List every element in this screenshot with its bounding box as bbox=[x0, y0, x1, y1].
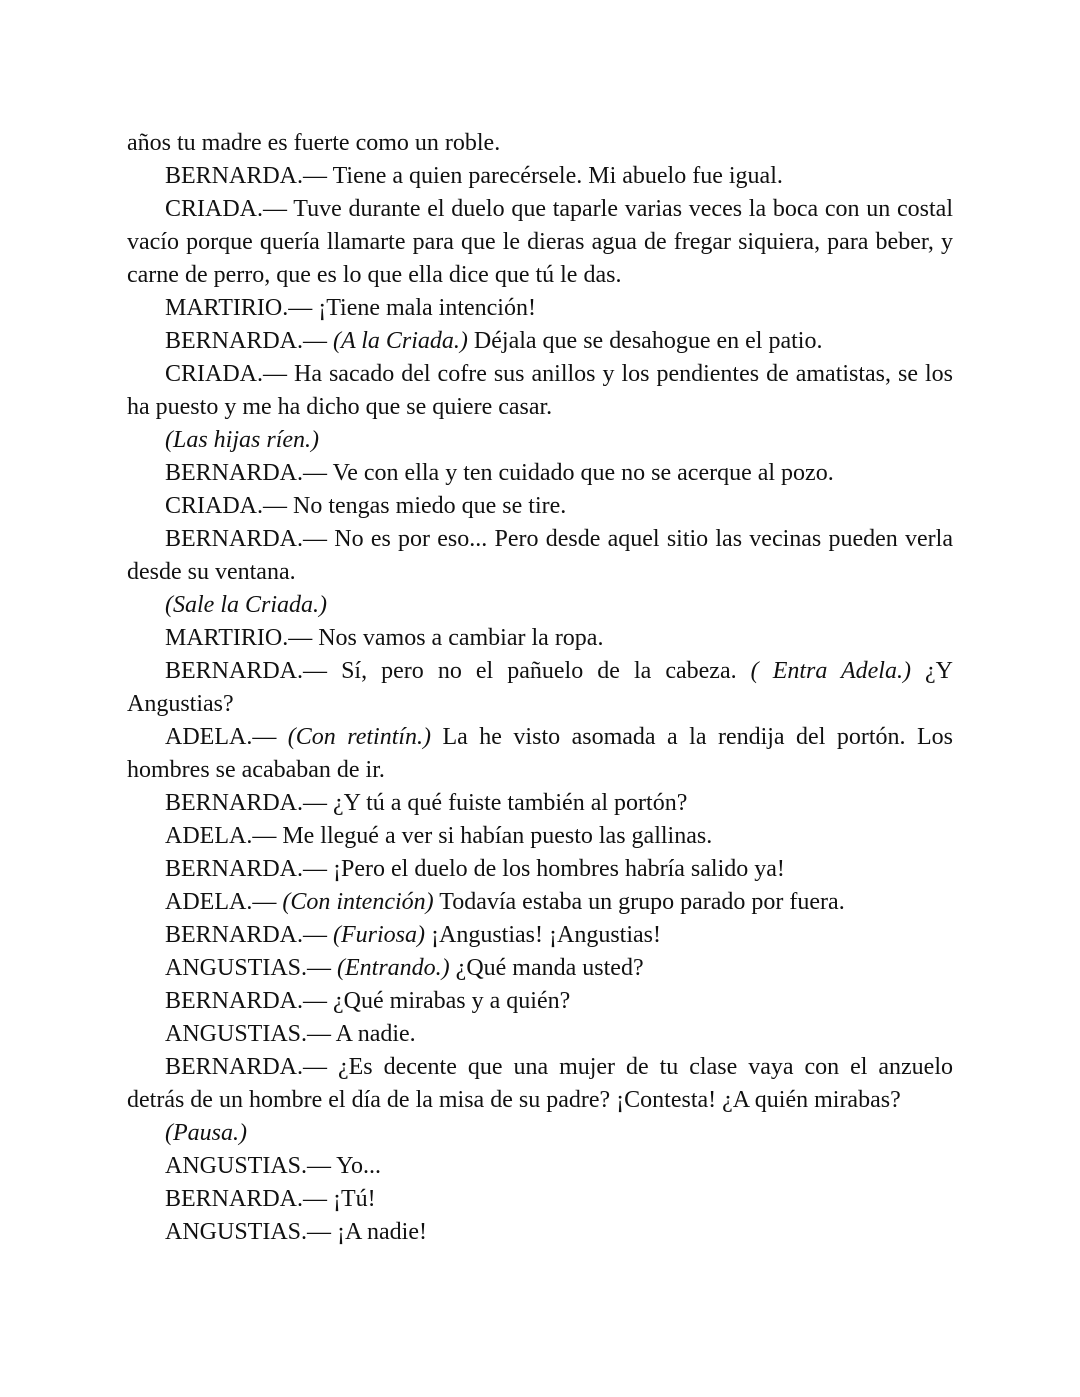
paragraph bbox=[127, 820, 953, 853]
dialogue-text: BERNARDA.— bbox=[165, 328, 334, 354]
paragraph bbox=[127, 424, 953, 457]
dialogue-text: ADELA.— bbox=[165, 724, 288, 750]
play-text-body bbox=[127, 127, 953, 1249]
paragraph bbox=[127, 127, 953, 160]
dialogue-text: BERNARDA.— No es por eso... Pero desde aquel sitio las vecinas pueden verla desde su ventana. bbox=[127, 526, 953, 585]
dialogue-text: ¡Angustias! ¡Angustias! bbox=[425, 922, 661, 948]
dialogue-text: BERNARDA.— ¿Y tú a qué fuiste también al portón? bbox=[165, 790, 688, 816]
dialogue-text: BERNARDA.— ¡Pero el duelo de los hombres habría salido ya! bbox=[165, 856, 785, 882]
dialogue-text: ADELA.— Me llegué a ver si habían puesto las gallinas. bbox=[165, 823, 713, 849]
dialogue-text: CRIADA.— Ha sacado del cofre sus anillos y los pendientes de amatistas, se los ha puesto y me ha dicho que se quiere casar. bbox=[127, 361, 953, 420]
dialogue-text: ANGUSTIAS.— ¡A nadie! bbox=[165, 1219, 427, 1245]
dialogue-text: años tu madre es fuerte como un roble. bbox=[127, 130, 501, 156]
paragraph bbox=[127, 160, 953, 193]
stage-direction: (A la Criada.) bbox=[333, 328, 468, 354]
paragraph bbox=[127, 490, 953, 523]
stage-direction: (Furiosa) bbox=[333, 922, 426, 948]
paragraph bbox=[127, 523, 953, 589]
dialogue-text: ANGUSTIAS.— A nadie. bbox=[165, 1021, 416, 1047]
stage-direction: (Sale la Criada.) bbox=[165, 592, 327, 618]
dialogue-text: ANGUSTIAS.— bbox=[165, 955, 338, 981]
paragraph bbox=[127, 193, 953, 292]
dialogue-text: CRIADA.— No tengas miedo que se tire. bbox=[165, 493, 567, 519]
dialogue-text: ¿Qué manda usted? bbox=[449, 955, 644, 981]
dialogue-text: Todavía estaba un grupo parado por fuera. bbox=[433, 889, 845, 915]
paragraph bbox=[127, 886, 953, 919]
paragraph bbox=[127, 655, 953, 721]
dialogue-text: MARTIRIO.— ¡Tiene mala intención! bbox=[165, 295, 536, 321]
dialogue-text: ANGUSTIAS.— Yo... bbox=[165, 1153, 382, 1179]
dialogue-text: BERNARDA.— ¡Tú! bbox=[165, 1186, 376, 1212]
stage-direction: (Las hijas ríen.) bbox=[165, 427, 320, 453]
paragraph bbox=[127, 952, 953, 985]
stage-direction: (Con intención) bbox=[282, 889, 434, 915]
paragraph bbox=[127, 1117, 953, 1150]
dialogue-text: ADELA.— bbox=[165, 889, 283, 915]
paragraph bbox=[127, 787, 953, 820]
stage-direction: ( Entra Adela.) bbox=[750, 658, 911, 684]
paragraph bbox=[127, 622, 953, 655]
paragraph bbox=[127, 721, 953, 787]
dialogue-text: MARTIRIO.— Nos vamos a cambiar la ropa. bbox=[165, 625, 604, 651]
dialogue-text: La he visto asomada a la rendija del portón. Los hombres se acababan de ir. bbox=[127, 724, 953, 783]
dialogue-text: BERNARDA.— Sí, pero no el pañuelo de la cabeza. bbox=[165, 658, 751, 684]
paragraph bbox=[127, 853, 953, 886]
dialogue-text: BERNARDA.— Tiene a quien parecérsele. Mi abuelo fue igual. bbox=[165, 163, 783, 189]
dialogue-text: BERNARDA.— bbox=[165, 922, 334, 948]
dialogue-text: CRIADA.— Tuve durante el duelo que taparle varias veces la boca con un costal vacío porque quería llamarte para que le dieras agua de fregar siquiera, para beber, y carne de perro, que es lo que ella dice que tú le das. bbox=[127, 196, 953, 288]
paragraph bbox=[127, 358, 953, 424]
paragraph bbox=[127, 1051, 953, 1117]
paragraph bbox=[127, 1183, 953, 1216]
dialogue-text: BERNARDA.— ¿Qué mirabas y a quién? bbox=[165, 988, 571, 1014]
dialogue-text: BERNARDA.— Ve con ella y ten cuidado que no se acerque al pozo. bbox=[165, 460, 834, 486]
paragraph bbox=[127, 985, 953, 1018]
stage-direction: (Con retintín.) bbox=[287, 724, 432, 750]
dialogue-text: Déjala que se desahogue en el patio. bbox=[467, 328, 823, 354]
paragraph bbox=[127, 589, 953, 622]
dialogue-text: ¿Y Angustias? bbox=[127, 658, 954, 717]
stage-direction: (Pausa.) bbox=[165, 1120, 247, 1146]
paragraph bbox=[127, 292, 953, 325]
paragraph bbox=[127, 1150, 953, 1183]
paragraph bbox=[127, 1018, 953, 1051]
stage-direction: (Entrando.) bbox=[337, 955, 450, 981]
paragraph bbox=[127, 325, 953, 358]
paragraph bbox=[127, 919, 953, 952]
dialogue-text: BERNARDA.— ¿Es decente que una mujer de tu clase vaya con el anzuelo detrás de un hombre el día de la misa de su padre? ¡Contesta! ¿A quién mirabas? bbox=[127, 1054, 953, 1113]
paragraph bbox=[127, 1216, 953, 1249]
paragraph bbox=[127, 457, 953, 490]
